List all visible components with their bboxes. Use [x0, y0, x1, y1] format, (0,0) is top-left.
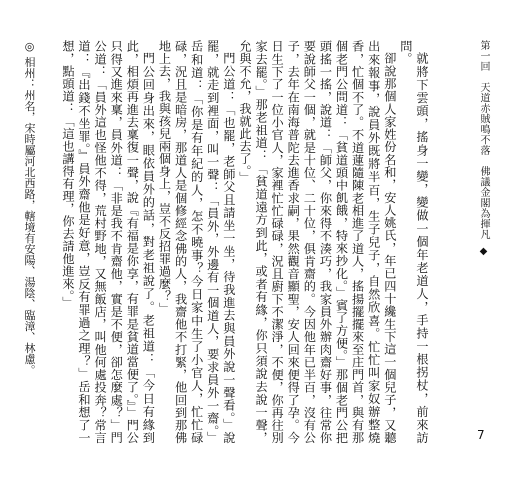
chapter-title: 第一回 天道赤賊鳴不落 佛議金閣為揮凡: [478, 40, 489, 240]
paragraph: 門公道：「也罷，老師父且請坐一坐，待我進去與員外說一聲看。」說罷，就走到裡面，叫一聲：「員外，外邊有一個道人，要求員外一齋。」岳和道：「你是有年紀的人，怎不曉事？今日家中生了小官人，忙忙碌碌，況且是暗房，那道人是個修經念佛的人，我齋他不打緊，他回到那佛地上去，我與孩兒兩個身上，豈不反招罪過麼？」: [157, 40, 236, 444]
main-text: [34, 40, 430, 444]
diamond-separator-icon: ◆: [478, 245, 489, 257]
page-number: 7: [477, 428, 485, 442]
footnote: ◎ 相州：州名，宋時屬河北西路，轄境有安陽、湯陰、臨漳、林慮。: [23, 40, 36, 376]
paragraph: 門公回身出來，眼依員外的話，對老祖說了。老祖道：「今日有緣到此，相煩再進去稟復一聲，說『有福是你享，有罪是貧道當便了。』」門公只得又進來稟，員外道：「非是我不肯齋他，實是不便，卻怎麼處？」門公道：「員外這也怪他不得，荒村野地，又無飯店，叫他何處投奔？常言道：『出錢不坐罪。』員外齋他是好意，豈反有罪過之理？」岳和想了一想，點頭道：「這也講得有理，你去請他進來。」: [60, 40, 156, 444]
paragraph: 卻說那個人家姓份名和，安人姚氏，年已四十纔生下這一個兒子，又聽出來報事，說員外既將半百，生子兒子，自然欣喜。忙忙叫家奴辦整燒香，忙個不了。不道蓮隨陳老相進了道人，搖揚擺擺來至庄門首，與有那個老門公問道：「貧道頭中飢餓，特來抄化。」賓了方便。」那個老門公把頭搖一搖，說道：「師父，你來得不湊巧，我家員外辦肉齋好事，往常你要說師父一個，就是十位、二十位，俱肯齋的。今因他年已半百，沒有公子，去年在南海普陀去進香求嗣，果然觀音顯聖，安人回來便得了孕。今日生下了一位小官人，家裡忙忙碌碌，況且廚下不潔淨，不便，你再往別家去罷。」那老祖道：「貧道遠方到此，或者有緣，你只須說去說一聲，允與不允，我就此去了。」: [237, 40, 397, 444]
running-head: [470, 40, 490, 450]
paragraph: 就將下雲頭，搖身一變，變做一個年老道人，手持一根拐杖，前來訪問。: [398, 40, 429, 444]
